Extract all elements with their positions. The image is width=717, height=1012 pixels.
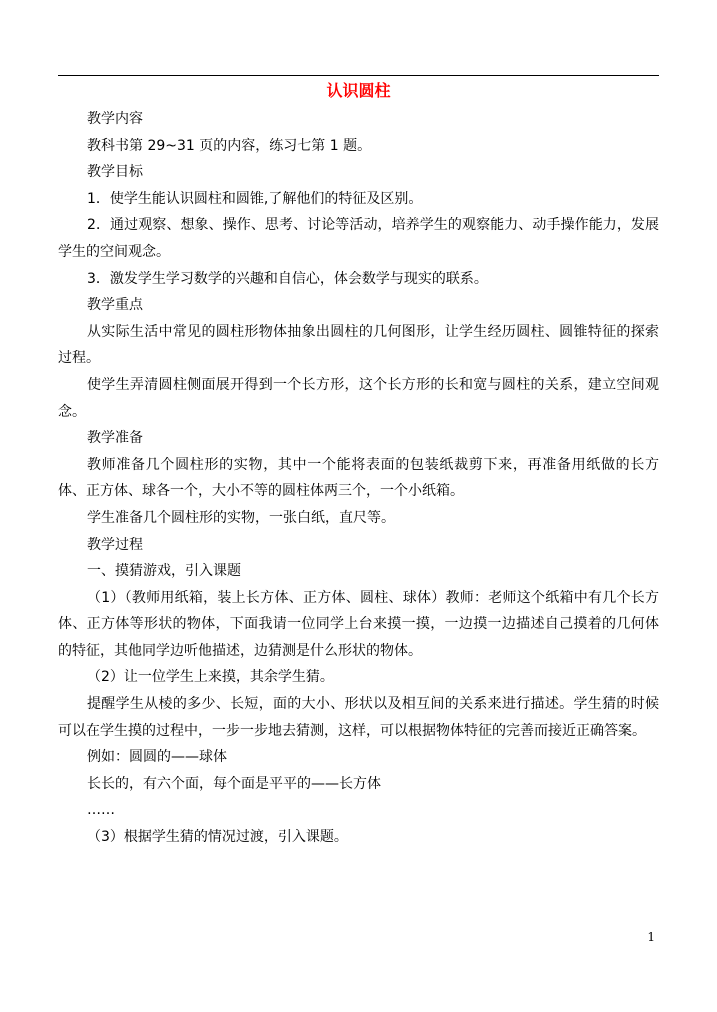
document-title: 认识圆柱 xyxy=(326,81,391,100)
paragraph: 例如：圆圆的——球体 xyxy=(87,749,227,766)
paragraph: 3．激发学生学习数学的兴趣和自信心，体会数学与现实的联系。 xyxy=(87,270,488,287)
paragraph: 从实际生活中常见的圆柱形物体抽象出圆柱的几何图形，让学生经历圆柱、圆锥特征的探索过程。 xyxy=(58,323,659,367)
subsection-heading: 一、摸猜游戏，引入课题 xyxy=(87,563,241,580)
paragraph: （3）根据学生猜的情况过渡，引入课题。 xyxy=(87,829,348,846)
section-heading-content: 教学内容 xyxy=(87,111,143,127)
section-heading-focus: 教学重点 xyxy=(87,297,143,314)
paragraph: （1）（教师用纸箱，装上长方体、正方体、圆柱、球体）教师：老师这个纸箱中有几个长方体、正方体等形状的物体，下面我请一位同学上台来摸一摸，一边摸一边描述自己摸着的几何体的特征，其他同学边听他描述，边猜测是什么形状的物体。 xyxy=(58,589,659,659)
paragraph: 教科书第 29~31 页的内容，练习七第 1 题。 xyxy=(87,137,372,154)
paragraph: 提醒学生从棱的多少、长短，面的大小、形状以及相互间的关系来进行描述。学生猜的时候可以在学生摸的过程中，一步一步地去猜测，这样，可以根据物体特征的完善而接近正确答案。 xyxy=(58,696,659,739)
paragraph: 使学生弄清圆柱侧面展开得到一个长方形，这个长方形的长和宽与圆柱的关系，建立空间观念。 xyxy=(58,376,659,420)
paragraph: 1．使学生能认识圆柱和圆锥,了解他们的特征及区别。 xyxy=(87,190,423,207)
header-rule xyxy=(58,75,659,76)
paragraph: 教师准备几个圆柱形的实物，其中一个能将表面的包装纸裁剪下来，再准备用纸做的长方体、正方体、球各一个，大小不等的圆柱体两三个，一个小纸箱。 xyxy=(58,456,659,500)
paragraph: 长长的，有六个面，每个面是平平的——长方体 xyxy=(87,775,381,792)
paragraph: …… xyxy=(87,802,115,819)
section-heading-preparation: 教学准备 xyxy=(87,430,143,447)
paragraph: 2．通过观察、想象、操作、思考、讨论等活动，培养学生的观察能力、动手操作能力，发展学生的空间观念。 xyxy=(58,217,659,260)
paragraph: 学生准备几个圆柱形的实物，一张白纸，直尺等。 xyxy=(87,509,395,526)
section-heading-goals: 教学目标 xyxy=(87,164,143,181)
section-heading-process: 教学过程 xyxy=(87,536,143,553)
page-number: 1 xyxy=(647,930,655,944)
document-body xyxy=(58,106,659,851)
paragraph: （2）让一位学生上来摸，其余学生猜。 xyxy=(87,669,334,686)
